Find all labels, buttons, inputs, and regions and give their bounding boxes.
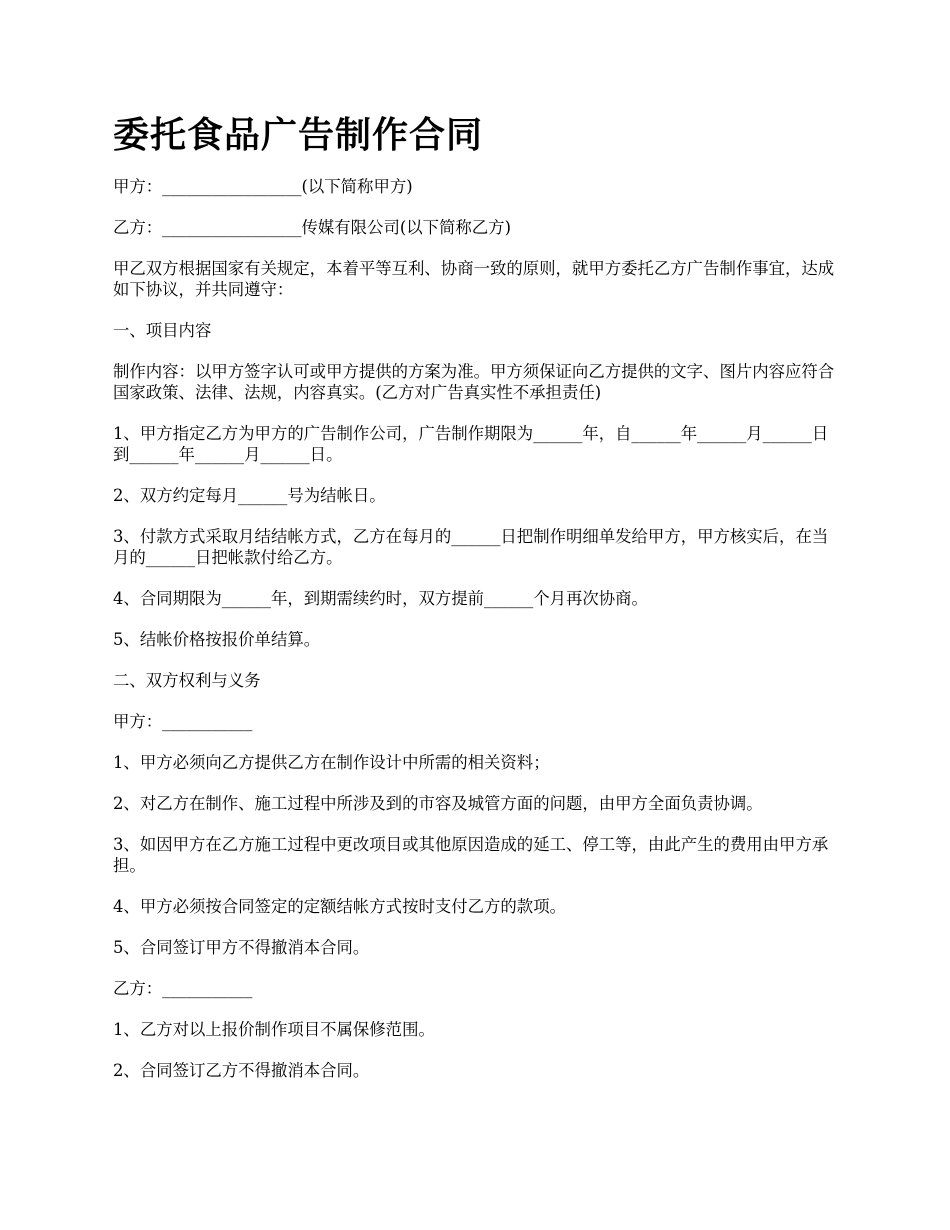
party-b-duty-2: 2、合同签订乙方不得撤消本合同。: [113, 1061, 370, 1080]
section-heading-rights: 二、双方权利与义务: [113, 671, 261, 690]
section-heading-project: 一、项目内容: [113, 321, 212, 340]
party-a-duty-4: 4、甲方必须按合同签定的定额结帐方式按时支付乙方的款项。: [113, 897, 566, 916]
document-title: 委托食品广告制作合同: [113, 114, 484, 156]
party-a-line: 甲方：_________________(以下简称甲方): [113, 177, 413, 196]
party-a-duties-heading: 甲方：___________: [113, 712, 253, 731]
preamble-paragraph: 甲乙双方根据国家有关规定，本着平等互利、协商一致的原则，就甲方委托乙方广告制作事宜，达成如下协议，并共同遵守：: [113, 259, 835, 299]
clause-3-payment: 3、付款方式采取月结结帐方式，乙方在每月的______日把制作明细单发给甲方，甲方核实后，在当月的______日把帐款付给乙方。: [113, 527, 829, 567]
party-a-duty-1: 1、甲方必须向乙方提供乙方在制作设计中所需的相关资料；: [113, 753, 550, 772]
party-b-duty-1: 1、乙方对以上报价制作项目不属保修范围。: [113, 1020, 435, 1039]
party-b-duties-heading: 乙方：___________: [113, 979, 253, 998]
party-a-duty-3: 3、如因甲方在乙方施工过程中更改项目或其他原因造成的延工、停工等，由此产生的费用由甲方承担。: [113, 835, 829, 875]
clause-1-term: 1、甲方指定乙方为甲方的广告制作公司，广告制作期限为______年，自______年______月______日到______年______月______日。: [113, 424, 829, 464]
document-page: [113, 108, 843, 1101]
party-b-line: 乙方：_________________传媒有限公司(以下简称乙方): [113, 218, 511, 237]
clause-5-pricing: 5、结帐价格按报价单结算。: [113, 630, 321, 649]
party-a-duty-5: 5、合同签订甲方不得撤消本合同。: [113, 938, 370, 957]
production-content-paragraph: 制作内容：以甲方签字认可或甲方提供的方案为准。甲方须保证向乙方提供的文字、图片内容应符合国家政策、法律、法规，内容真实。(乙方对广告真实性不承担责任): [113, 362, 835, 402]
party-a-duty-2: 2、对乙方在制作、施工过程中所涉及到的市容及城管方面的问题，由甲方全面负责协调。: [113, 794, 763, 813]
clause-4-contract-period: 4、合同期限为______年，到期需续约时，双方提前______个月再次协商。: [113, 589, 648, 608]
clause-2-settlement-day: 2、双方约定每月______号为结帐日。: [113, 486, 386, 505]
